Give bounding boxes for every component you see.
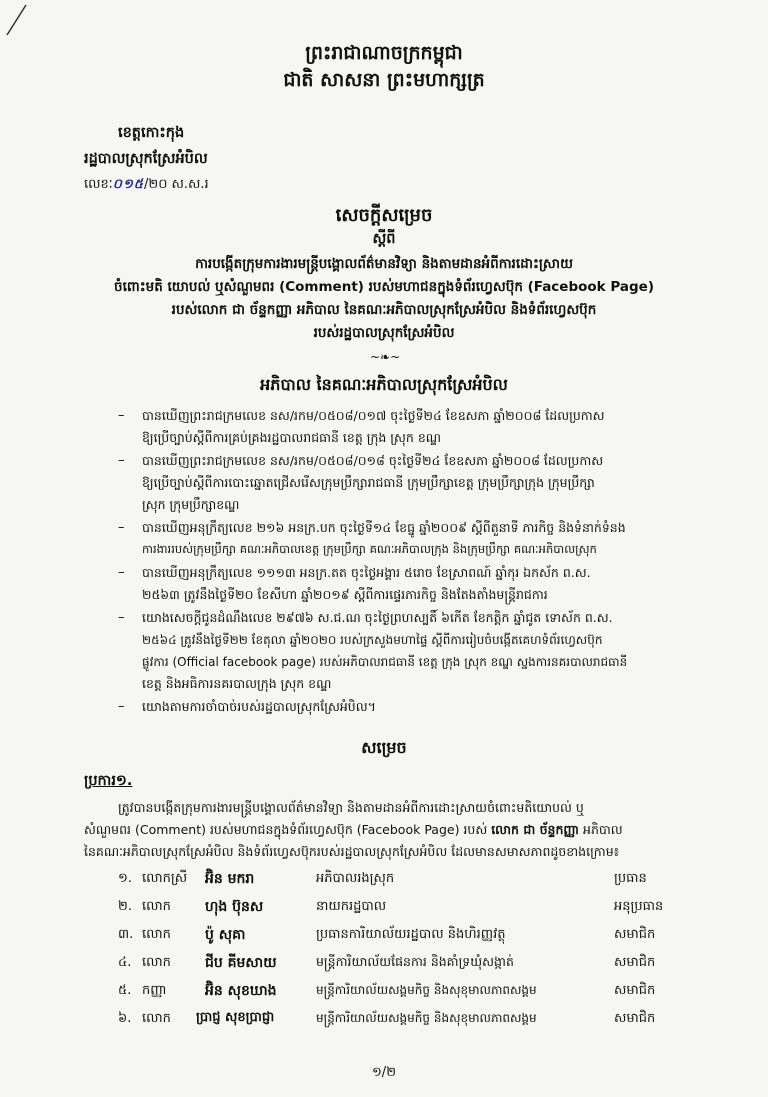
member-number: ៤. [118, 955, 132, 970]
member-name: ជីប គីមសាយ [205, 955, 277, 971]
member-title: លោក [142, 955, 171, 970]
preamble-bullet: – [118, 453, 125, 468]
ref-prefix: លេខៈ [84, 177, 113, 192]
member-name: អ៊ិន សុខឃាង [205, 983, 277, 999]
member-number: ១. [118, 871, 132, 886]
preamble-line: បានឃើញអនុក្រឹត្យលេខ ២១៦ អនក្រ.បក ចុះថ្ងៃទី១៤ ខែធ្នូ ឆ្នាំ២០០៩ ស្តីពីតួនាទី ភារកិច្ច និងទំនាក់ទំនង [142, 520, 626, 535]
authority-heading: អភិបាល នៃគណៈអភិបាលស្រុកស្រែអំបិល [260, 375, 508, 394]
preamble-bullet: – [118, 610, 125, 625]
preamble-line: ឱ្យប្រើច្បាប់ស្តីពីការបោះឆ្នោតជ្រើសរើសក្រុមប្រឹក្សារាជធានី ក្រុមប្រឹក្សាខេត្ត ក្រុមប្រឹក្សាក្រុង ក្រុមប្រឹក្សា [142, 475, 595, 490]
member-title: កញ្ញា [142, 983, 167, 998]
preamble-line: បានឃើញអនុក្រឹត្យលេខ ១១១៣ អនក្រ.តត ចុះថ្ងៃអង្គារ ៥រោច ខែស្រាពណ៍ ឆ្នាំកុរ ឯកស័ក ព.ស. [142, 565, 591, 580]
member-number: ៥. [118, 983, 132, 998]
subject-line: របស់រដ្ឋបាលស្រុកស្រែអំបិល [313, 325, 455, 341]
article-1-line [84, 822, 623, 841]
preamble-line: យោងសេចក្តីជូនដំណឹងលេខ ២៩៧៦ ស.ជ.ណ ចុះថ្ងៃព្រហស្បតិ៍ ៦កើត ខែកត្តិក ឆ្នាំជូត ទោស័ក ព.ស. [142, 610, 613, 625]
article-1-text: សំណួមពរ (Comment) របស់មហាជនក្នុងទំព័រហ្វេសប៊ុក (Facebook Page) របស់ [84, 822, 492, 837]
member-name: ប្រាជ្ញ សុខប្រាជ្ញា [196, 1010, 275, 1025]
member-position: នាយករដ្ឋបាល [316, 899, 387, 914]
article-1-text: អភិបាល [579, 822, 623, 837]
preamble-bullet: – [118, 408, 125, 423]
member-role: សមាជិក [614, 955, 656, 970]
preamble-line: ផ្លូវការ (Official facebook page) របស់អភិបាលរាជធានី ខេត្ត ក្រុង ស្រុក ខណ្ឌ ស្នងការនគរបាលរាជធានី [142, 655, 628, 669]
handwritten-ref-number: ០១៥ [112, 177, 144, 192]
article-1-heading: ប្រការ១. [84, 773, 133, 789]
member-title: លោកស្រី [142, 871, 188, 886]
subject-line: ការបង្កើតក្រុមការងារមន្ត្រីបង្គោលព័ត៌មានវិទ្យា និងតាមដានអំពីការដោះស្រាយ [195, 256, 573, 272]
subject-label: ស្តីពី [372, 231, 396, 247]
member-position: មន្ត្រីការិយាល័យសង្គមកិច្ច និងសុខុមាលភាពសង្គម [316, 983, 537, 997]
member-role: ប្រធាន [614, 871, 647, 886]
reference-number [84, 176, 209, 195]
decides-heading: សម្រេច [361, 738, 407, 757]
page-number: ១/២ [371, 1065, 397, 1080]
subject-line: របស់លោក ជា ច័ន្ទកញ្ញា អភិបាល នៃគណៈអភិបាលស្រុកស្រែអំបិល និងទំព័រហ្វេសប៊ុក [171, 302, 597, 318]
preamble-line: បានឃើញព្រះរាជក្រមលេខ នស/រកម/០៥០៨/០១៨ ចុះថ្ងៃទី២៤ ខែឧសភា ឆ្នាំ២០០៨ ដែលប្រកាស [142, 453, 604, 468]
preamble-line: បានឃើញព្រះរាជក្រមលេខ នស/រកម/០៥០៨/០១៧ ចុះថ្ងៃទី២៤ ខែឧសភា ឆ្នាំ២០០៨ ដែលប្រកាស [142, 408, 605, 423]
decision-title: សេចក្តីសម្រេច [335, 205, 433, 226]
article-1-line: នៃគណៈអភិបាលស្រុកស្រែអំបិល និងទំព័រហ្វេសប៊ុករបស់រដ្ឋបាលស្រុកស្រែអំបិល ដែលមានសមាសភាពដូចខាងក្រោម៖ [84, 844, 620, 859]
article-1-line: ត្រូវបានបង្កើតក្រុមការងារមន្ត្រីបង្គោលព័ត៌មានវិទ្យា និងតាមដានអំពីការដោះស្រាយចំពោះមតិយោបល់ ឬ [118, 800, 584, 815]
member-position: ប្រធានការិយាល័យរដ្ឋបាល និងហិរញ្ញវត្ថុ [316, 927, 506, 942]
member-title: លោក [142, 899, 171, 914]
member-role: សមាជិក [614, 927, 656, 942]
ref-suffix: /២០ ស.ស.រ [143, 177, 209, 192]
member-role: អនុប្រធាន [614, 899, 664, 914]
member-name: ហុង ប៊ុនស [205, 899, 264, 915]
province-name: ខេត្តកោះកុង [118, 125, 185, 141]
member-title: លោក [142, 927, 171, 942]
member-number: ២. [118, 899, 132, 914]
member-role: សមាជិក [614, 1011, 656, 1026]
ornament-divider: ~❧~ [370, 350, 401, 364]
district-administration: រដ្ឋបាលស្រុកស្រែអំបិល [84, 151, 208, 167]
member-position: មន្ត្រីការិយាល័យសង្គមកិច្ច និងសុខុមាលភាពសង្គម [316, 1011, 537, 1025]
national-motto: ជាតិ សាសនា ព្រះមហាក្សត្រ [283, 69, 485, 91]
scan-edge-mark [4, 2, 30, 38]
member-position: មន្ត្រីការិយាល័យផែនការ និងគាំទ្រឃុំសង្កាត់ [316, 954, 514, 969]
member-title: លោក [142, 1011, 171, 1026]
preamble-line: យោងតាមការចាំបាច់របស់រដ្ឋបាលស្រុកស្រែអំបិល។ [142, 699, 376, 714]
member-name: អ៊ិន មករា [205, 871, 255, 887]
member-name: ប៉ូ សុគា [205, 927, 246, 943]
member-position: អភិបាលរងស្រុក [316, 871, 395, 886]
preamble-bullet: – [118, 520, 125, 535]
preamble-line: ការងាររបស់ក្រុមប្រឹក្សា គណៈអភិបាលខេត្ត ក្រុមប្រឹក្សា គណៈអភិបាលក្រុង និងក្រុមប្រឹក្សា គណៈអភិបាលស្រុក [142, 542, 597, 556]
preamble-line: ឱ្យប្រើច្បាប់ស្តីពីការគ្រប់គ្រងរដ្ឋបាលរាជធានី ខេត្ត ក្រុង ស្រុក ខណ្ឌ [142, 430, 442, 445]
preamble-bullet: – [118, 699, 125, 714]
member-role: សមាជិក [614, 983, 656, 998]
subject-line: ចំពោះមតិ យោបល់ ឬសំណួមពរ (Comment) របស់មហាជនក្នុងទំព័រហ្វេសប៊ុក (Facebook Page) [114, 279, 654, 295]
member-number: ៣. [118, 927, 134, 942]
preamble-line: ២៥៦៣ ត្រូវនឹងថ្ងៃទី២០ ខែសីហា ឆ្នាំ២០១៩ ស្តីពីការផ្ទេរភារកិច្ច និងតែងតាំងមន្ត្រីរាជការ [142, 587, 548, 602]
preamble-line: ស្រុក ក្រុមប្រឹក្សាខណ្ឌ [142, 497, 240, 512]
preamble-bullet: – [118, 565, 125, 580]
preamble-line: ខេត្ត និងអធិការនគរបាលក្រុង ស្រុក ខណ្ឌ [142, 676, 332, 691]
preamble-line: ២៥៦៤ ត្រូវនឹងថ្ងៃទី២២ ខែតុលា ឆ្នាំ២០២០ របស់ក្រសួងមហាផ្ទៃ ស្តីពីការរៀបចំបង្កើតគេហទំព័រហ្វេសប៊ុក [142, 633, 603, 647]
governor-name: លោក ជា ច័ន្ទកញ្ញា [491, 822, 580, 837]
member-number: ៦. [118, 1011, 132, 1026]
kingdom-heading: ព្រះរាជាណាចក្រកម្ពុជា [305, 42, 463, 64]
